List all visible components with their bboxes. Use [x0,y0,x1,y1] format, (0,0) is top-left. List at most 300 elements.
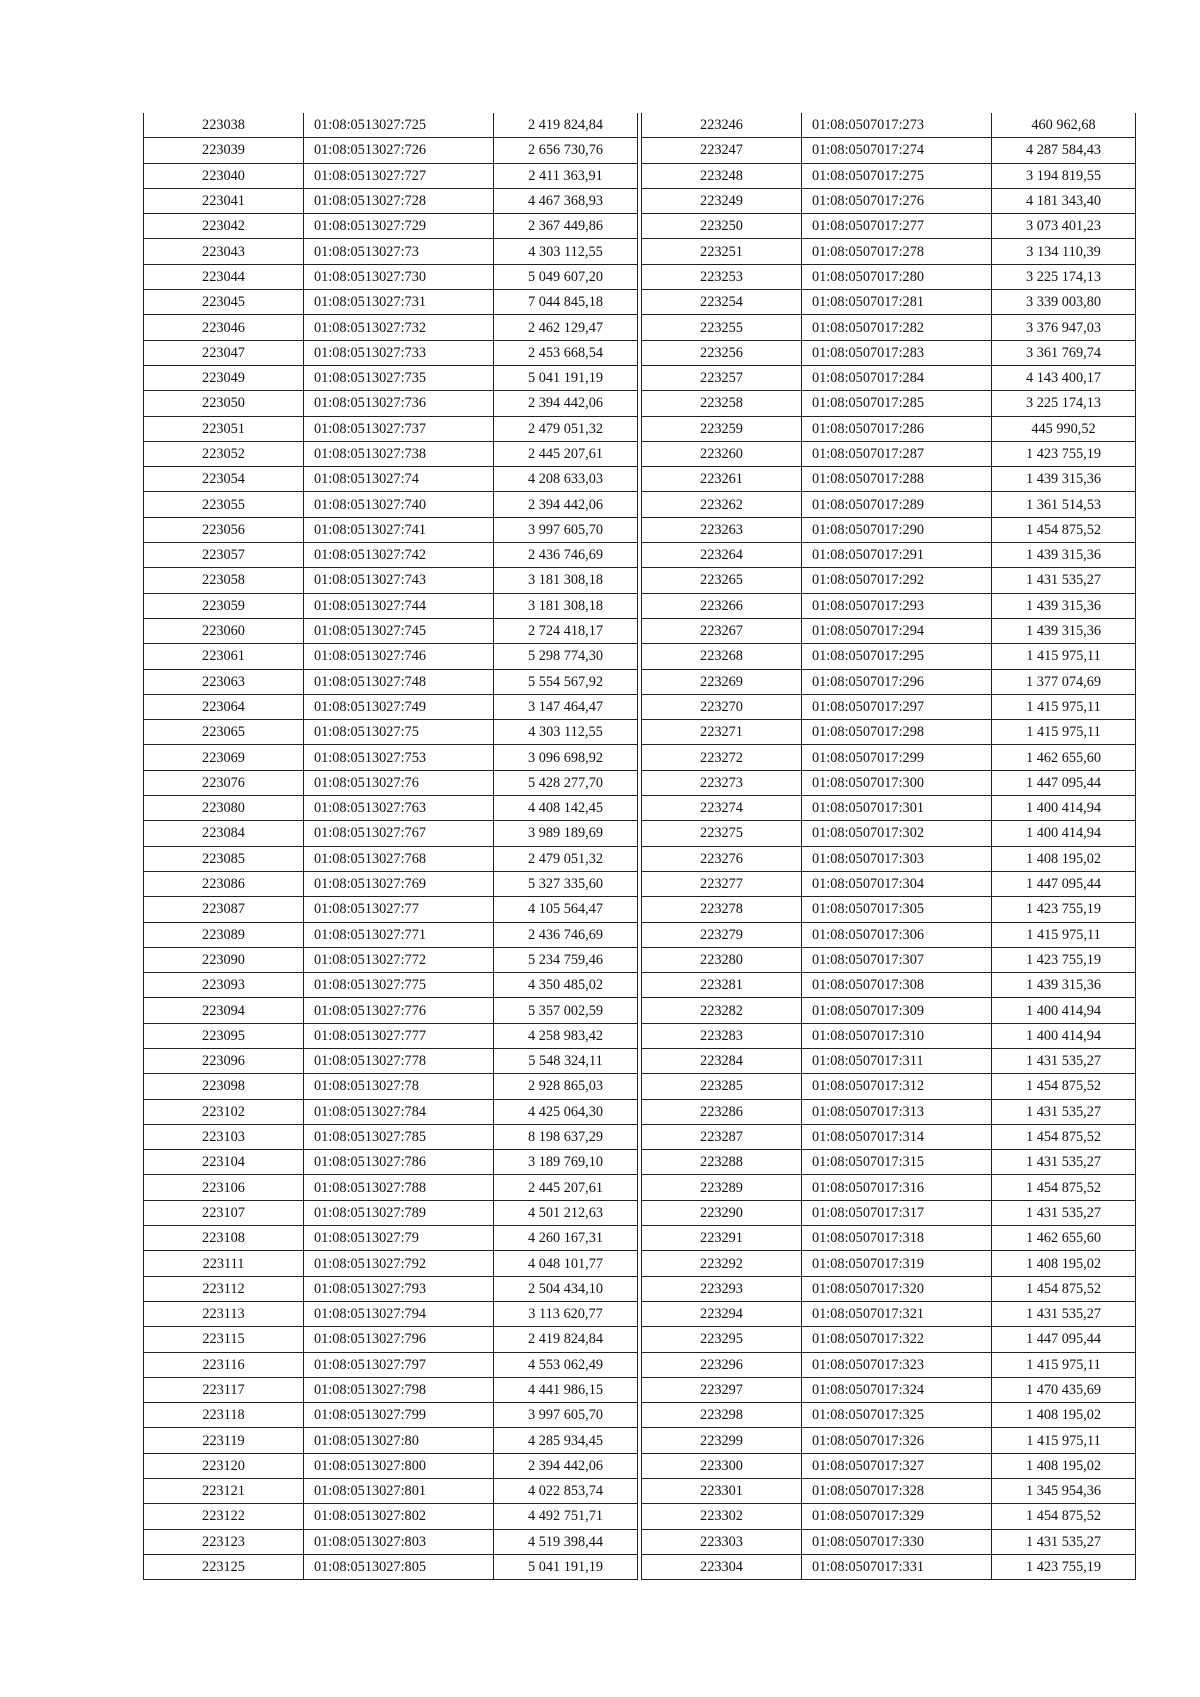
table-row [642,1074,1136,1099]
cadastral-value-cell: 1 415 975,11 [992,720,1136,745]
table-row [642,770,1136,795]
table-row [144,644,638,669]
cadastral-number-cell: 01:08:0507017:278 [802,239,992,264]
record-number-cell: 223112 [144,1276,304,1301]
cadastral-number-cell: 01:08:0513027:768 [304,846,494,871]
cadastral-number-cell: 01:08:0507017:314 [802,1124,992,1149]
cadastral-value-cell: 2 445 207,61 [494,441,638,466]
record-number-cell: 223069 [144,745,304,770]
cadastral-number-cell: 01:08:0513027:789 [304,1200,494,1225]
record-number-cell: 223060 [144,618,304,643]
table-row [144,264,638,289]
cadastral-value-cell: 1 415 975,11 [992,1352,1136,1377]
record-number-cell: 223055 [144,492,304,517]
record-number-cell: 223085 [144,846,304,871]
cadastral-number-cell: 01:08:0513027:743 [304,568,494,593]
cadastral-value-cell: 4 105 564,47 [494,897,638,922]
cadastral-number-cell: 01:08:0513027:737 [304,416,494,441]
cadastral-number-cell: 01:08:0513027:75 [304,720,494,745]
table-row [642,1504,1136,1529]
cadastral-number-cell: 01:08:0513027:78 [304,1074,494,1099]
record-number-cell: 223102 [144,1099,304,1124]
cadastral-value-cell: 3 376 947,03 [992,315,1136,340]
cadastral-value-cell: 1 439 315,36 [992,467,1136,492]
record-number-cell: 223271 [642,720,802,745]
cadastral-number-cell: 01:08:0507017:276 [802,188,992,213]
record-number-cell: 223049 [144,365,304,390]
cadastral-number-cell: 01:08:0507017:301 [802,796,992,821]
cadastral-value-cell: 1 454 875,52 [992,1504,1136,1529]
table-row [642,871,1136,896]
record-number-cell: 223279 [642,922,802,947]
cadastral-value-cell: 2 394 442,06 [494,1453,638,1478]
table-row [642,113,1136,138]
cadastral-value-cell: 5 357 002,59 [494,998,638,1023]
record-number-cell: 223039 [144,138,304,163]
record-number-cell: 223294 [642,1301,802,1326]
table-row [144,897,638,922]
table-row [144,188,638,213]
cadastral-number-cell: 01:08:0513027:744 [304,593,494,618]
cadastral-number-cell: 01:08:0513027:741 [304,517,494,542]
table-row [642,1352,1136,1377]
table-row [144,568,638,593]
cadastral-value-cell: 4 553 062,49 [494,1352,638,1377]
record-number-cell: 223295 [642,1327,802,1352]
cadastral-number-cell: 01:08:0507017:324 [802,1377,992,1402]
record-number-cell: 223275 [642,821,802,846]
cadastral-number-cell: 01:08:0507017:285 [802,391,992,416]
table-row [642,1377,1136,1402]
record-number-cell: 223272 [642,745,802,770]
cadastral-number-cell: 01:08:0513027:775 [304,973,494,998]
cadastral-value-cell: 3 989 189,69 [494,821,638,846]
table-row [642,290,1136,315]
record-number-cell: 223248 [642,163,802,188]
cadastral-value-cell: 1 415 975,11 [992,694,1136,719]
cadastral-value-cell: 3 073 401,23 [992,214,1136,239]
cadastral-value-cell: 3 134 110,39 [992,239,1136,264]
record-number-cell: 223120 [144,1453,304,1478]
record-number-cell: 223052 [144,441,304,466]
cadastral-value-cell: 2 724 418,17 [494,618,638,643]
cadastral-number-cell: 01:08:0507017:322 [802,1327,992,1352]
cadastral-value-cell: 4 441 986,15 [494,1377,638,1402]
table-row [642,315,1136,340]
cadastral-value-cell: 1 447 095,44 [992,871,1136,896]
cadastral-value-cell: 1 415 975,11 [992,922,1136,947]
cadastral-number-cell: 01:08:0513027:732 [304,315,494,340]
table-row [642,1301,1136,1326]
cadastral-number-cell: 01:08:0513027:728 [304,188,494,213]
table-row [144,694,638,719]
cadastral-number-cell: 01:08:0513027:788 [304,1175,494,1200]
cadastral-number-cell: 01:08:0513027:742 [304,543,494,568]
record-number-cell: 223059 [144,593,304,618]
record-number-cell: 223299 [642,1428,802,1453]
table-row [642,1276,1136,1301]
table-row [642,694,1136,719]
cadastral-number-cell: 01:08:0507017:284 [802,365,992,390]
cadastral-value-cell: 4 287 584,43 [992,138,1136,163]
cadastral-number-cell: 01:08:0513027:772 [304,947,494,972]
table-row [144,138,638,163]
record-number-cell: 223289 [642,1175,802,1200]
table-row [642,1175,1136,1200]
table-row [642,467,1136,492]
cadastral-value-cell: 2 419 824,84 [494,1327,638,1352]
cadastral-number-cell: 01:08:0513027:730 [304,264,494,289]
cadastral-number-cell: 01:08:0513027:797 [304,1352,494,1377]
cadastral-number-cell: 01:08:0507017:327 [802,1453,992,1478]
cadastral-number-cell: 01:08:0513027:776 [304,998,494,1023]
record-number-cell: 223291 [642,1226,802,1251]
record-number-cell: 223270 [642,694,802,719]
table-row [642,264,1136,289]
cadastral-value-cell: 1 400 414,94 [992,796,1136,821]
cadastral-number-cell: 01:08:0507017:328 [802,1479,992,1504]
table-row [144,593,638,618]
table-row [144,1048,638,1073]
cadastral-value-cell: 2 479 051,32 [494,846,638,871]
cadastral-number-cell: 01:08:0507017:298 [802,720,992,745]
record-number-cell: 223058 [144,568,304,593]
cadastral-value-cell: 3 997 605,70 [494,1403,638,1428]
cadastral-value-cell: 1 423 755,19 [992,1554,1136,1579]
cadastral-number-cell: 01:08:0507017:292 [802,568,992,593]
record-number-cell: 223282 [642,998,802,1023]
cadastral-number-cell: 01:08:0513027:802 [304,1504,494,1529]
cadastral-value-cell: 5 548 324,11 [494,1048,638,1073]
cadastral-number-cell: 01:08:0513027:785 [304,1124,494,1149]
record-number-cell: 223260 [642,441,802,466]
record-number-cell: 223273 [642,770,802,795]
record-number-cell: 223259 [642,416,802,441]
record-number-cell: 223247 [642,138,802,163]
cadastral-value-cell: 1 408 195,02 [992,1403,1136,1428]
cadastral-value-cell: 4 425 064,30 [494,1099,638,1124]
table-row [144,922,638,947]
cadastral-number-cell: 01:08:0513027:803 [304,1529,494,1554]
record-number-cell: 223296 [642,1352,802,1377]
record-number-cell: 223038 [144,113,304,138]
record-number-cell: 223096 [144,1048,304,1073]
table-row [642,1124,1136,1149]
cadastral-value-cell: 1 439 315,36 [992,973,1136,998]
table-row [144,1200,638,1225]
table-row [642,365,1136,390]
record-number-cell: 223254 [642,290,802,315]
table-row [642,1428,1136,1453]
table-row [642,846,1136,871]
cadastral-value-cell: 5 327 335,60 [494,871,638,896]
cadastral-value-cell: 8 198 637,29 [494,1124,638,1149]
cadastral-value-cell: 1 454 875,52 [992,1276,1136,1301]
record-number-cell: 223046 [144,315,304,340]
cadastral-value-cell: 4 303 112,55 [494,720,638,745]
record-number-cell: 223116 [144,1352,304,1377]
cadastral-number-cell: 01:08:0513027:786 [304,1150,494,1175]
table-row [144,543,638,568]
cadastral-value-cell: 4 467 368,93 [494,188,638,213]
cadastral-number-cell: 01:08:0507017:303 [802,846,992,871]
table-row [144,239,638,264]
cadastral-number-cell: 01:08:0513027:805 [304,1554,494,1579]
cadastral-number-cell: 01:08:0513027:79 [304,1226,494,1251]
record-number-cell: 223090 [144,947,304,972]
table-row [144,214,638,239]
cadastral-number-cell: 01:08:0507017:315 [802,1150,992,1175]
record-number-cell: 223121 [144,1479,304,1504]
cadastral-value-cell: 1 439 315,36 [992,543,1136,568]
cadastral-value-cell: 1 431 535,27 [992,1529,1136,1554]
cadastral-value-cell: 1 408 195,02 [992,1453,1136,1478]
record-number-cell: 223280 [642,947,802,972]
table-row [144,391,638,416]
table-row [642,416,1136,441]
cadastral-number-cell: 01:08:0507017:325 [802,1403,992,1428]
cadastral-value-cell: 1 470 435,69 [992,1377,1136,1402]
table-row [144,720,638,745]
record-number-cell: 223300 [642,1453,802,1478]
cadastral-value-cell: 2 367 449,86 [494,214,638,239]
cadastral-value-table-right [641,113,1136,1580]
table-row [642,1048,1136,1073]
record-number-cell: 223250 [642,214,802,239]
record-number-cell: 223094 [144,998,304,1023]
table-row [642,618,1136,643]
cadastral-number-cell: 01:08:0507017:319 [802,1251,992,1276]
record-number-cell: 223301 [642,1479,802,1504]
cadastral-value-cell: 4 303 112,55 [494,239,638,264]
cadastral-value-cell: 4 048 101,77 [494,1251,638,1276]
record-number-cell: 223255 [642,315,802,340]
cadastral-value-cell: 3 181 308,18 [494,568,638,593]
record-number-cell: 223061 [144,644,304,669]
record-number-cell: 223042 [144,214,304,239]
cadastral-value-cell: 3 339 003,80 [992,290,1136,315]
record-number-cell: 223302 [642,1504,802,1529]
record-number-cell: 223253 [642,264,802,289]
cadastral-value-cell: 1 462 655,60 [992,745,1136,770]
table-row [642,568,1136,593]
table-row [144,1453,638,1478]
table-row [144,1327,638,1352]
cadastral-value-cell: 2 445 207,61 [494,1175,638,1200]
cadastral-number-cell: 01:08:0507017:329 [802,1504,992,1529]
cadastral-value-cell: 1 447 095,44 [992,1327,1136,1352]
record-number-cell: 223119 [144,1428,304,1453]
record-number-cell: 223108 [144,1226,304,1251]
cadastral-number-cell: 01:08:0507017:294 [802,618,992,643]
cadastral-number-cell: 01:08:0507017:330 [802,1529,992,1554]
cadastral-value-cell: 1 431 535,27 [992,1301,1136,1326]
cadastral-value-cell: 2 453 668,54 [494,340,638,365]
table-row [144,1554,638,1579]
record-number-cell: 223111 [144,1251,304,1276]
cadastral-number-cell: 01:08:0513027:73 [304,239,494,264]
cadastral-value-cell: 5 049 607,20 [494,264,638,289]
cadastral-number-cell: 01:08:0507017:306 [802,922,992,947]
record-number-cell: 223056 [144,517,304,542]
record-number-cell: 223080 [144,796,304,821]
cadastral-number-cell: 01:08:0507017:309 [802,998,992,1023]
table-body-right [642,113,1136,1580]
table-row [144,441,638,466]
table-row [642,1453,1136,1478]
record-number-cell: 223084 [144,821,304,846]
cadastral-number-cell: 01:08:0513027:76 [304,770,494,795]
table-row [144,492,638,517]
table-row [642,1529,1136,1554]
table-row [144,1504,638,1529]
cadastral-number-cell: 01:08:0513027:729 [304,214,494,239]
table-row [144,669,638,694]
cadastral-number-cell: 01:08:0507017:282 [802,315,992,340]
cadastral-value-cell: 4 208 633,03 [494,467,638,492]
cadastral-value-cell: 2 394 442,06 [494,391,638,416]
record-number-cell: 223298 [642,1403,802,1428]
cadastral-value-cell: 1 439 315,36 [992,593,1136,618]
cadastral-value-cell: 1 447 095,44 [992,770,1136,795]
cadastral-value-cell: 4 260 167,31 [494,1226,638,1251]
table-row [642,138,1136,163]
table-row [144,1124,638,1149]
table-row [642,1403,1136,1428]
cadastral-value-cell: 1 408 195,02 [992,846,1136,871]
cadastral-value-cell: 1 454 875,52 [992,1074,1136,1099]
record-number-cell: 223263 [642,517,802,542]
record-number-cell: 223287 [642,1124,802,1149]
record-number-cell: 223106 [144,1175,304,1200]
record-number-cell: 223276 [642,846,802,871]
cadastral-number-cell: 01:08:0507017:274 [802,138,992,163]
table-row [642,1099,1136,1124]
cadastral-value-cell: 2 394 442,06 [494,492,638,517]
cadastral-number-cell: 01:08:0513027:745 [304,618,494,643]
cadastral-value-cell: 4 350 485,02 [494,973,638,998]
table-row [642,492,1136,517]
table-row [642,593,1136,618]
record-number-cell: 223262 [642,492,802,517]
table-row [642,441,1136,466]
record-number-cell: 223267 [642,618,802,643]
cadastral-number-cell: 01:08:0507017:295 [802,644,992,669]
table-row [642,669,1136,694]
cadastral-number-cell: 01:08:0507017:307 [802,947,992,972]
table-row [144,821,638,846]
cadastral-value-cell: 460 962,68 [992,113,1136,138]
table-row [144,1099,638,1124]
cadastral-number-cell: 01:08:0507017:316 [802,1175,992,1200]
table-row [642,796,1136,821]
cadastral-value-cell: 2 419 824,84 [494,113,638,138]
cadastral-number-cell: 01:08:0507017:293 [802,593,992,618]
table-row [144,1276,638,1301]
record-number-cell: 223086 [144,871,304,896]
cadastral-value-cell: 1 345 954,36 [992,1479,1136,1504]
cadastral-number-cell: 01:08:0513027:767 [304,821,494,846]
record-number-cell: 223283 [642,1023,802,1048]
cadastral-number-cell: 01:08:0507017:304 [802,871,992,896]
record-number-cell: 223303 [642,1529,802,1554]
cadastral-value-cell: 1 431 535,27 [992,1099,1136,1124]
cadastral-value-cell: 5 041 191,19 [494,1554,638,1579]
cadastral-number-cell: 01:08:0507017:286 [802,416,992,441]
cadastral-number-cell: 01:08:0507017:296 [802,669,992,694]
cadastral-number-cell: 01:08:0507017:312 [802,1074,992,1099]
record-number-cell: 223278 [642,897,802,922]
record-number-cell: 223257 [642,365,802,390]
table-row [144,416,638,441]
table-row [144,947,638,972]
table-row [144,1226,638,1251]
cadastral-number-cell: 01:08:0507017:310 [802,1023,992,1048]
table-row [642,1023,1136,1048]
table-row [144,315,638,340]
table-row [642,1200,1136,1225]
table-row [642,188,1136,213]
cadastral-value-cell: 5 041 191,19 [494,365,638,390]
record-number-cell: 223246 [642,113,802,138]
table-row [642,1327,1136,1352]
record-number-cell: 223292 [642,1251,802,1276]
record-number-cell: 223304 [642,1554,802,1579]
record-number-cell: 223115 [144,1327,304,1352]
cadastral-number-cell: 01:08:0507017:281 [802,290,992,315]
table-row [642,1479,1136,1504]
cadastral-value-cell: 3 189 769,10 [494,1150,638,1175]
record-number-cell: 223104 [144,1150,304,1175]
record-number-cell: 223063 [144,669,304,694]
cadastral-number-cell: 01:08:0513027:777 [304,1023,494,1048]
cadastral-value-cell: 1 431 535,27 [992,1048,1136,1073]
cadastral-value-cell: 1 454 875,52 [992,517,1136,542]
cadastral-value-cell: 3 225 174,13 [992,391,1136,416]
table-row [642,644,1136,669]
cadastral-value-cell: 3 997 605,70 [494,517,638,542]
table-row [642,543,1136,568]
cadastral-value-cell: 2 504 434,10 [494,1276,638,1301]
cadastral-value-cell: 5 234 759,46 [494,947,638,972]
record-number-cell: 223064 [144,694,304,719]
cadastral-number-cell: 01:08:0507017:323 [802,1352,992,1377]
cadastral-value-cell: 1 431 535,27 [992,1200,1136,1225]
record-number-cell: 223265 [642,568,802,593]
cadastral-value-cell: 4 181 343,40 [992,188,1136,213]
record-number-cell: 223087 [144,897,304,922]
cadastral-value-cell: 1 454 875,52 [992,1124,1136,1149]
cadastral-number-cell: 01:08:0507017:275 [802,163,992,188]
table-row [144,1074,638,1099]
cadastral-value-cell: 1 415 975,11 [992,644,1136,669]
cadastral-value-cell: 3 147 464,47 [494,694,638,719]
cadastral-number-cell: 01:08:0507017:299 [802,745,992,770]
cadastral-value-cell: 3 361 769,74 [992,340,1136,365]
cadastral-value-cell: 2 462 129,47 [494,315,638,340]
record-number-cell: 223051 [144,416,304,441]
table-row [144,998,638,1023]
cadastral-value-table-left [143,113,638,1580]
table-row [144,1301,638,1326]
cadastral-value-cell: 1 400 414,94 [992,821,1136,846]
cadastral-value-cell: 3 194 819,55 [992,163,1136,188]
record-number-cell: 223281 [642,973,802,998]
table-row [642,1226,1136,1251]
cadastral-number-cell: 01:08:0513027:746 [304,644,494,669]
cadastral-value-cell: 1 431 535,27 [992,1150,1136,1175]
cadastral-value-cell: 5 428 277,70 [494,770,638,795]
